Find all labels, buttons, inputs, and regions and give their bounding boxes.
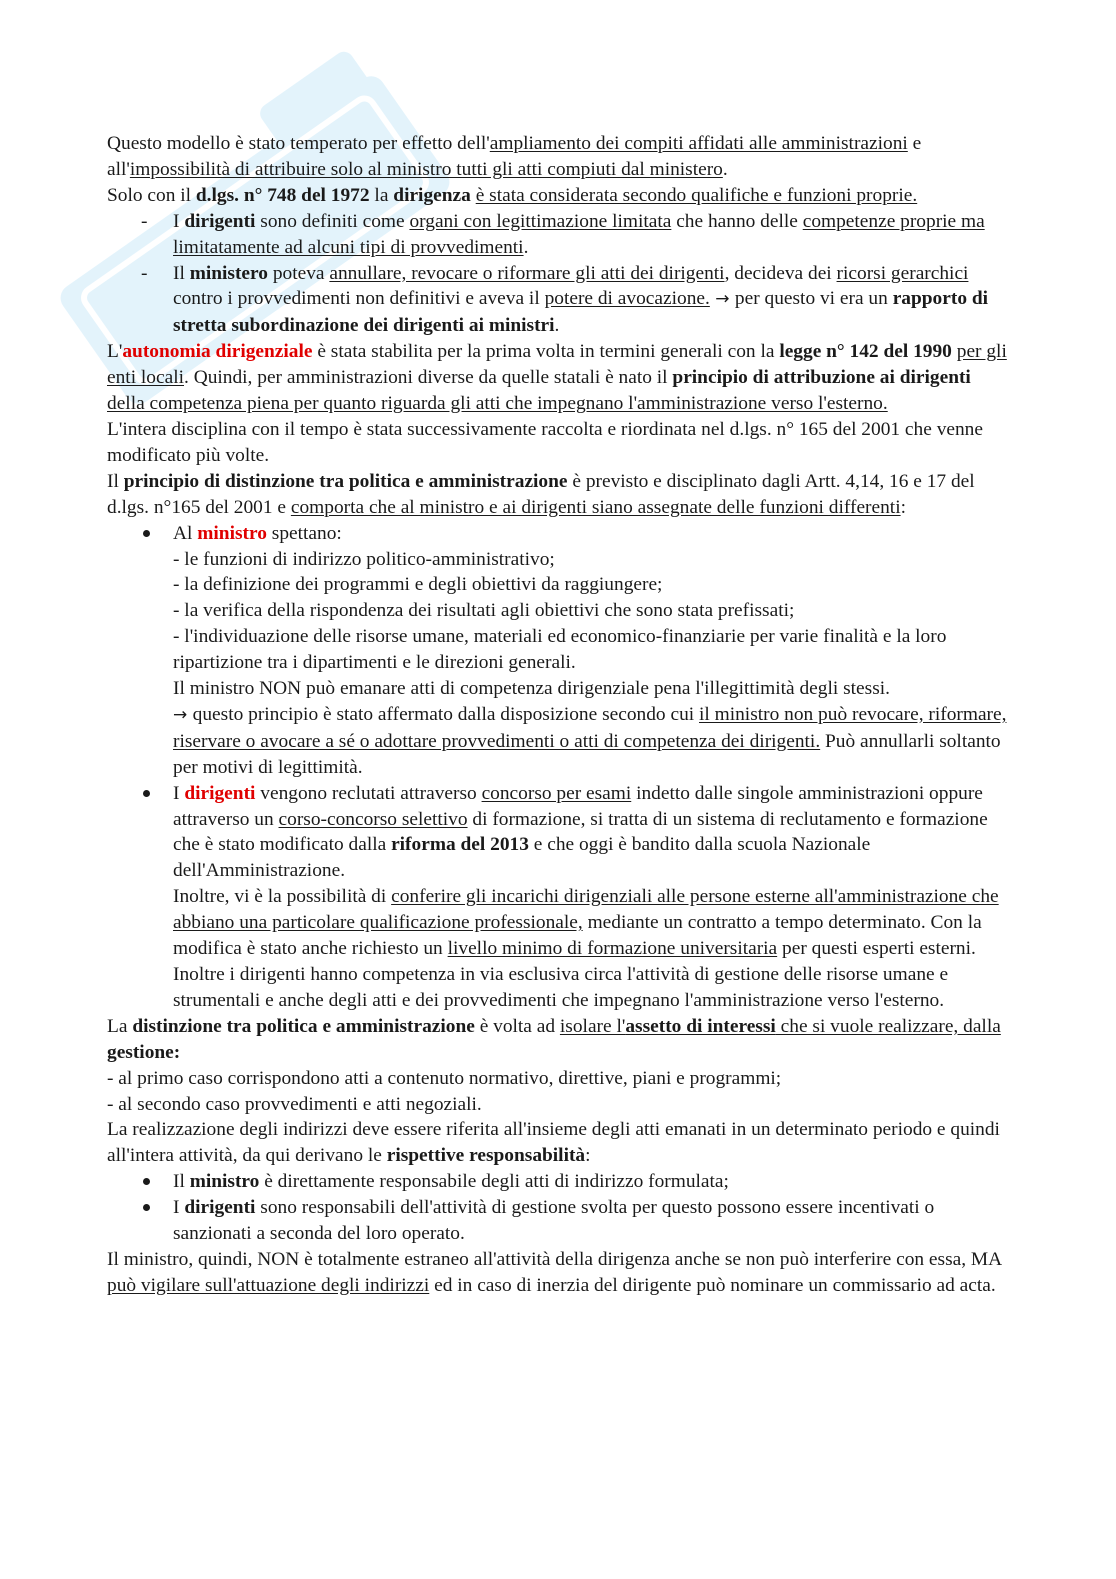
bullet-item-dirigenti: I dirigenti vengono reclutati attraverso concorso per esami indetto dalle singole amministrazioni oppure attraverso un corso-concorso selettivo di formazione, si tratta di un sistema di reclutamento e formazione che è stato modificato dalla riforma del 2013 e che oggi è bandito dalla scuola Nazionale dell'Amministrazione. Inoltre, vi è la possibilità di conferire gli incarichi dirigenziali alle persone esterne all'amministrazione che abbiano una particolare qualificazione professionale, mediante un contratto a tempo determinato. Con la modifica è stato anche richiesto un livello minimo di formazione universitaria per questi esperti esterni. Inoltre i dirigenti hanno competenza in via esclusiva circa l'attività di gestione delle risorse umane e strumentali e anche degli atti e dei provvedimenti che impegnano l'amministrazione verso l'esterno. [107, 781, 1007, 1014]
paragraph-8: - al secondo caso provvedimenti e atti negoziali. [107, 1093, 482, 1115]
arrow-right-icon: → [173, 704, 193, 725]
bullet-item-ministro: Al ministro spettano: - le funzioni di indirizzo politico-amministrativo; - la definizione dei programmi e degli obiettivi da raggiungere; - la verifica della rispondenza dei risultati agli obiettivi che sono stata prefissati; - l'individuazione delle risorse umane, materiali ed economico-finanziarie per varie finalità e la loro ripartizione tra i dipartimenti e le direzioni generali. Il ministro NON può emanare atti di competenza dirigenziale pena l'illegittimità degli stessi. → questo principio è stato affermato dalla disposizione secondo cui il ministro non può revocare, riformare, riservare o avocare a sé o adottare provvedimenti o atti di competenza dei dirigenti. Può annullarli soltanto per motivi di legittimità. [107, 521, 1007, 781]
document-body [107, 131, 1007, 1299]
bullet-item-dirigenti-responsabili: I dirigenti sono responsabili dell'attività di gestione svolta per questo possono essere incentivati o sanzionati a seconda del loro operato. [107, 1195, 1007, 1247]
dash-item-ministero: - Il ministero poteva annullare, revocare o riformare gli atti dei dirigenti, decideva dei ricorsi gerarchici contro i provvedimenti non definitivi e aveva il potere di avocazione. → per questo vi era un rapporto di stretta subordinazione dei dirigenti ai ministri. [107, 261, 1007, 340]
paragraph-5: Il principio di distinzione tra politica e amministrazione è previsto e disciplinato dagli Artt. 4,14, 16 e 17 del d.lgs. n°165 del 2001 e comporta che al ministro e ai dirigenti siano assegnate delle funzioni differenti: [107, 470, 975, 518]
paragraph-4: L'intera disciplina con il tempo è stata successivamente raccolta e riordinata nel d.lgs. n° 165 del 2001 che venne modificato più volte. [107, 418, 983, 466]
arrow-right-icon: → [709, 289, 735, 310]
paragraph-2: Solo con il d.lgs. n° 748 del 1972 la dirigenza è stata considerata secondo qualifiche e funzioni proprie. [107, 184, 918, 206]
paragraph-1: Questo modello è stato temperato per effetto dell'ampliamento dei compiti affidati alle amministrazioni e all'impossibilità di attribuire solo al ministro tutti gli atti compiuti dal ministero. [107, 133, 922, 180]
paragraph-6: La distinzione tra politica e amministrazione è volta ad isolare l'assetto di interessi che si vuole realizzare, dalla gestione: [107, 1015, 1001, 1063]
paragraph-10: Il ministro, quindi, NON è totalmente estraneo all'attività della dirigenza anche se non può interferire con essa, MA può vigilare sull'attuazione degli indirizzi ed in caso di inerzia del dirigente può nominare un commissario ad acta. [107, 1248, 1002, 1296]
paragraph-3: L'autonomia dirigenziale è stata stabilita per la prima volta in termini generali con la legge n° 142 del 1990 per gli enti locali. Quindi, per amministrazioni diverse da quelle statali è nato il principio di attribuzione ai dirigenti della competenza piena per quanto riguarda gli atti che impegnano l'amministrazione verso l'esterno. [107, 341, 1007, 415]
dash-item-dirigenti: - I dirigenti sono definiti come organi con legittimazione limitata che hanno delle competenze proprie ma limitatamente ad alcuni tipi di provvedimenti. [107, 209, 1007, 261]
bullet-item-ministro-responsabile: Il ministro è direttamente responsabile degli atti di indirizzo formulata; [107, 1169, 1007, 1195]
paragraph-9: La realizzazione degli indirizzi deve essere riferita all'insieme degli atti emanati in un determinato periodo e quindi all'intera attività, da qui derivano le rispettive responsabilità: [107, 1119, 1000, 1167]
paragraph-7: - al primo caso corrispondono atti a contenuto normativo, direttive, piani e programmi; [107, 1067, 782, 1089]
